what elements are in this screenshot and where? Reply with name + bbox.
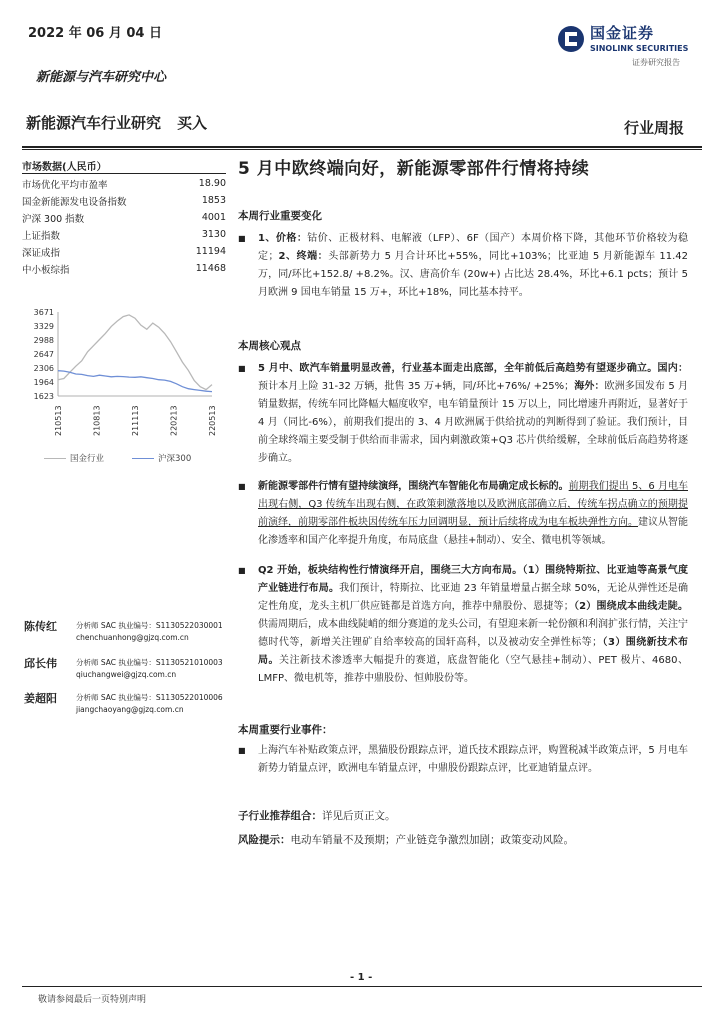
section-heading: 本周核心观点 [238,340,301,352]
row-value: 11468 [195,263,226,274]
y-tick-label: 2647 [33,350,54,359]
header-divider-thin [22,149,702,150]
y-tick-label: 1623 [33,392,54,401]
industry-title [26,112,223,133]
section-heading: 本周重要行业事件： [238,724,333,736]
report-type: 行业周报 [623,119,684,137]
table-row [22,243,226,260]
research-center: 新能源与汽车研究中心 [36,70,167,85]
x-tick-label: 210813 [92,405,102,436]
industry-name: 新能源汽车行业研究 [26,114,162,132]
analyst-card [24,690,234,720]
report-date: 2022 年 06 月 04 日 [28,26,162,41]
y-tick-label: 3671 [33,308,54,317]
risk-warning: 风险提示：电动车销量不及预期；产业链竞争激烈加剧；政策变动风险。 [238,834,574,846]
row-value: 3130 [201,229,226,240]
market-data-title: 市场数据(人民币） [22,162,107,173]
analyst-name: 陈传红 [24,620,57,633]
analyst-cert: 分析师 SAC 执业编号：S1130522010006 [76,693,223,702]
bullet-paragraph: ■ Q2 开始，板块结构性行情演绎开启，围绕三大方向布局。（1）围绕特斯拉、比亚迪等高景气度产业链进行布局。我们预计，特斯拉、比亚迪 23 年销量增量占据全球 50%，无论从弹性还是确定性角度，龙头主机厂供应链都是首选方向，推荐中鼎股份、恩捷等；（2）围绕成本曲线走陡。供需周期后，成本曲线陡峭的细分赛道的龙头公司，有望迎来新一轮份额和利润扩张行情，关注宁德时代等，新增关注锂矿自给率较高的国轩高科，以及被动安全弹性标等；（3）围绕新技术布局。关注新技术渗透率大幅提升的赛道，底盘智能化（空气悬挂+制动）、PET 极片、4680、LMFP、微电机等，推荐中鼎股份、恒帅股份等。 [238,562,688,688]
row-label: 国金新能源发电设备指数 [22,196,127,208]
analyst-email[interactable]: chenchuanhong@gjzq.com.cn [76,633,189,642]
bullet-paragraph: ■ 1、价格：钴价、正极材料、电解液（LFP）、6F（国产）本周价格下降，其他环节价格较为稳定；2、终端：头部新势力 5 月合计环比+55%，同比+103%；比亚迪 5 月新能源车 11.42 万，同/环比+152.8/ +8.2%。汉、唐高价车 (20w+) 占比达 28.4%，环比+6.1 pcts；预计 5 月欧洲 9 国电车销量 15 万+，环比+18%，同比基本持平。 [238,230,688,302]
x-tick-label: 220213 [169,405,179,436]
row-value: 1853 [201,195,226,206]
sinolink-logo-icon [556,24,586,54]
section-heading: 本周行业重要变化 [238,210,322,222]
legend-item [132,452,191,464]
row-value: 4001 [201,212,226,223]
footer-divider [22,986,702,987]
table-row [22,192,226,209]
report-title: 5 月中欧终端向好，新能源零部件行情将持续 [238,159,590,179]
series-line-1 [58,371,212,392]
y-tick-label: 2988 [33,336,54,346]
legend-item [44,452,104,464]
analyst-name: 姜超阳 [24,692,57,705]
market-data-table [22,175,226,277]
index-chart [22,300,222,450]
table-row [22,226,226,243]
row-value: 18.90 [198,178,226,189]
bullet-paragraph: ■ 新能源零部件行情有望持续演绎，围绕汽车智能化布局确定成长标的。前期我们提出 5、6 月电车出现右侧，Q3 传统车出现右侧，在政策刺激落地以及欧洲底部确立后，传统车拐点确立的预期提前演绎，前期零部件板块因传统车压力回调明显，预计后续将成为电车板块弹性方向。建议从智能化渗透率和国产化率提升角度，布局底盘（悬挂+制动）、安全、微电机等领域。 [238,478,688,550]
analyst-cert: 分析师 SAC 执业编号：S1130521010003 [76,658,223,667]
row-label: 市场优化平均市盈率 [22,179,108,191]
analyst-name: 邱长伟 [24,657,57,670]
disclaimer: 敬请参阅最后一页特别声明 [38,995,147,1005]
page-number: - 1 - [350,972,373,983]
analyst-email[interactable]: jiangchaoyang@gjzq.com.cn [76,705,184,714]
bullet-icon: ■ [238,234,246,243]
legend-label: 沪深300 [158,454,192,464]
x-tick-label: 210513 [54,405,63,436]
bullet-paragraph: ■ 上海汽车补贴政策点评，黑猫股份跟踪点评，道氏技术跟踪点评，购置税减半政策点评，5 月电车新势力销量点评，欧洲电车销量点评，中鼎股份跟踪点评，比亚迪销量点评。 [238,742,688,778]
series-line-0 [58,315,212,390]
legend-swatch [44,458,66,459]
legend-swatch [132,458,154,459]
bullet-icon: ■ [238,746,246,755]
rating: 买入 [177,114,208,132]
logo-name-cn: 国金证券 [590,24,655,42]
table-row [22,260,226,277]
row-label: 上证指数 [22,230,61,242]
row-label: 深证成指 [22,247,61,259]
row-value: 11194 [195,246,226,257]
analyst-cert: 分析师 SAC 执业编号：S1130522030001 [76,621,223,630]
bullet-icon: ■ [238,566,246,575]
y-tick-label: 1964 [33,378,54,388]
bullet-icon: ■ [238,482,246,491]
logo-name-en: SINOLINK SECURITIES [590,44,689,53]
table-row [22,175,226,192]
row-label: 中小板综指 [22,264,70,276]
x-tick-label: 220513 [208,405,217,436]
market-data-divider [22,173,226,174]
legend-label: 国金行业 [70,454,105,464]
bullet-paragraph: ■ 5 月中、欧汽车销量明显改善，行业基本面走出底部，全年前低后高趋势有望逐步确立。国内：预计本月上险 31-32 万辆，批售 35 万+辆，同/环比+76%/ +25%；海外：欧洲多国发布 5 月销量数据，传统车同比降幅大幅度收窄，电车销量预计 15 万以上，同比增速升再附近，显著好于 4 月（同比-6%），前期我们提出的 3、4 月欧洲属于供给扰动的判断得到了验证。我们预计，目前全球终端主要受制于供给而非需求，国内刺激政策+Q3 芯片供给缓解，全球前低后高趋势将逐步确立。 [238,360,688,468]
analyst-email[interactable]: qiuchangwei@gjzq.com.cn [76,670,177,679]
y-tick-label: 3329 [33,322,54,332]
bullet-icon: ■ [238,364,246,373]
x-tick-label: 211113 [131,405,140,436]
analyst-card [24,655,234,685]
header-divider [22,146,702,148]
logo-subtitle: 证券研究报告 [632,58,680,67]
row-label: 沪深 300 指数 [22,213,85,225]
table-row [22,209,226,226]
recommendation: 子行业推荐组合：详见后页正文。 [238,810,396,822]
y-tick-label: 2306 [33,363,54,373]
analyst-card [24,618,234,648]
